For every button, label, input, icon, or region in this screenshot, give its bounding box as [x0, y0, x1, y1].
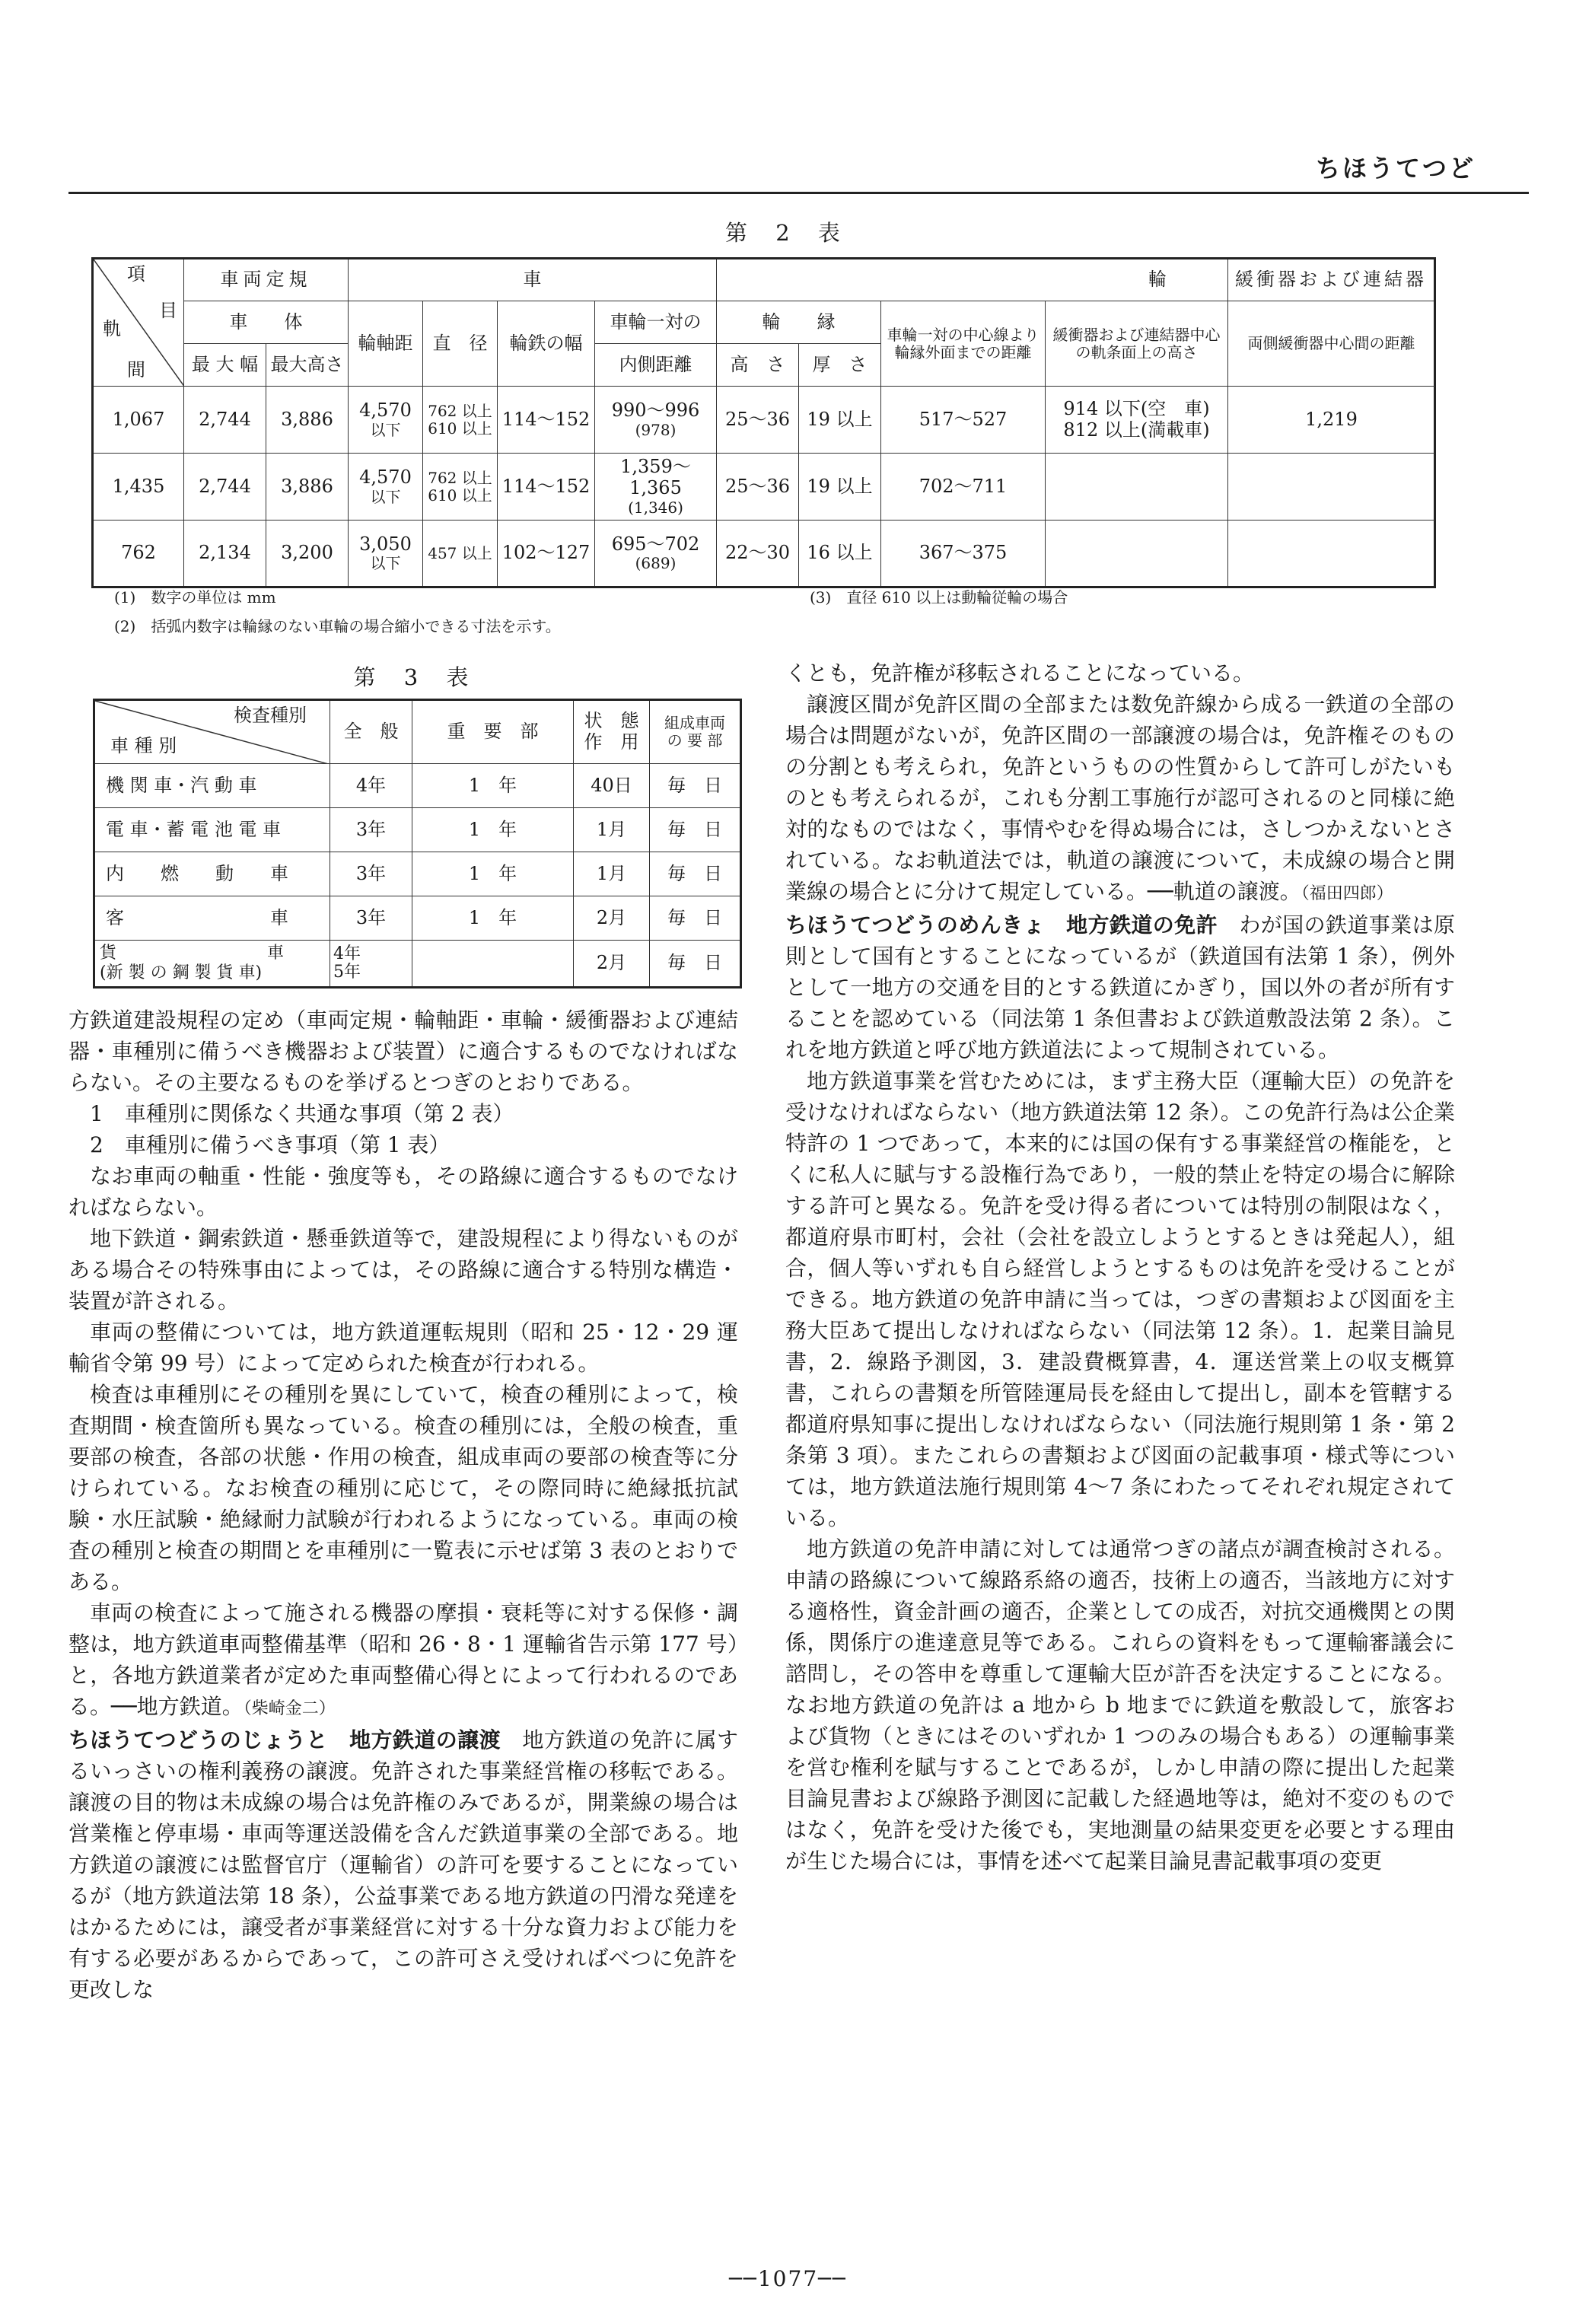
- cell-state: 40日: [574, 764, 650, 808]
- cell-fh: 25～36: [717, 387, 799, 454]
- table3-corner-cell: [94, 700, 330, 764]
- cell-tread: 114～152: [498, 454, 595, 521]
- dia-1: 762 以上: [428, 401, 492, 420]
- inner-value: 990～996: [611, 400, 700, 422]
- table3-caption: 第 3 表: [353, 664, 479, 690]
- cell-general: 4年: [330, 764, 412, 808]
- col-formation: [650, 700, 741, 764]
- inner-value: 695～702: [611, 533, 700, 555]
- cell-gauge: 1,067: [93, 387, 184, 454]
- left-column: [68, 1004, 738, 2005]
- col-general: 全 般: [330, 700, 412, 764]
- list-item: 2 車種別に備うべき事項（第 1 表）: [90, 1132, 451, 1157]
- cell-axle: [349, 387, 423, 454]
- paragraph-text: 車両の検査によって施される機器の摩損・衰耗等に対する保修・調整は，地方鉄道車両整備基準（昭和 26・8・1 運輸省告示第 177 号）と，各地方鉄道業者が定めた車両整備心得とによって行われるのである。──地方鉄道。: [68, 1600, 738, 1719]
- axle-value: 4,570: [359, 400, 412, 422]
- header-rule: [68, 192, 1529, 194]
- table-row: [94, 764, 741, 808]
- group-wheel-a: 車: [349, 259, 717, 301]
- table-row: [94, 852, 741, 896]
- buffer-1: 914 以下(空 車): [1063, 397, 1210, 419]
- entry-paragraph: [785, 909, 1455, 1065]
- cell-dia: [423, 387, 498, 454]
- table-row: [94, 808, 741, 852]
- cell-state: 2月: [574, 896, 650, 941]
- cell-distance: 1,219: [1228, 387, 1435, 454]
- cell-tread: 114～152: [498, 387, 595, 454]
- sub-tread: 輪鉄の幅: [498, 301, 595, 387]
- sub-flange-thickness: 厚 さ: [799, 344, 881, 387]
- cell-ft: 19 以上: [799, 454, 881, 521]
- cell-height: 3,886: [266, 454, 349, 521]
- cell-important: 1 年: [412, 808, 574, 852]
- cell-buffer: [1046, 454, 1228, 521]
- corner-bottom: 車 種 別: [110, 735, 177, 756]
- corner-top: 検査種別: [234, 705, 307, 726]
- cell-width: 2,744: [184, 454, 266, 521]
- cell-center: 517～527: [881, 387, 1046, 454]
- cell-type: 内 燃 動 車: [94, 852, 330, 896]
- cell-general: 3年: [330, 808, 412, 852]
- paragraph: 車両の整備については，地方鉄道運転規則（昭和 25・12・29 運輸省令第 99 号）によって定められた検査が行われる。: [68, 1320, 738, 1376]
- paragraph: くとも，免許権が移転されることになっている。: [785, 661, 1255, 686]
- cell-width: 2,744: [184, 387, 266, 454]
- sub-max-width: 最 大 幅: [184, 344, 266, 387]
- table-row: [93, 521, 1435, 587]
- corner-left: 軌: [103, 318, 121, 339]
- col-state-a: 状 態: [584, 710, 639, 732]
- inner-value: 1,359～1,365: [620, 456, 691, 498]
- running-head: ちほうてつど: [1315, 154, 1476, 183]
- sub-body: 車 体: [184, 301, 349, 344]
- right-column: [785, 657, 1455, 1877]
- paragraph: [785, 689, 1455, 909]
- type-line-2: (新 製 の 鋼 製 貨 車): [100, 963, 263, 982]
- axle-suffix: 以下: [370, 420, 401, 439]
- cell-type: 機 関 車・汽 動 車: [94, 764, 330, 808]
- table2-corner-cell: [93, 259, 184, 387]
- cell-inner: [595, 454, 717, 521]
- cell-important: 1 年: [412, 896, 574, 941]
- note-3: (3) 直径 610 以上は動輪従輪の場合: [810, 588, 1068, 606]
- paragraph: 地方鉄道事業を営むためには，まず主務大臣（運輸大臣）の免許を受けなければならない（地方鉄道法第 12 条）。この免許行為は公企業特許の 1 つであって，本来的には国の保有する事業経営の権能を，とくに私人に賦与する設権行為であり，一般的禁止を特定の場合に解除する許可と異なる。免許を受け得る者については特別の制限はなく，都道府県市町村，会社（会社を設立しようとするときは発起人），組合，個人等いずれも自ら経営しようとするものは免許を受けることができる。地方鉄道の免許申請に当っては，つぎの書類および図面を主務大臣あて提出しなければならない（同法第 12 条）。1．起業目論見書，2．線路予測図，3．建設費概算書，4．運送営業上の収支概算書，これらの書類を所管陸運局長を経由して提出し，副本を管轄する都道府県知事に提出しなければならない（同法施行規則第 1 条・第 2 条第 3 項）。またこれらの書類および図面の記載事項・様式等については，地方鉄道法施行規則第 4～7 条にわたってそれぞれ規定されている。: [785, 1068, 1455, 1530]
- dia-2: 610 以上: [428, 419, 492, 438]
- list-item: 1 車種別に関係なく共通な事項（第 2 表）: [90, 1101, 514, 1126]
- note-1: (1) 数字の単位は mm: [114, 588, 276, 606]
- cell-gauge: 762: [93, 521, 184, 587]
- buffer-2: 812 以上(満載車): [1063, 419, 1210, 441]
- cell-general: 3年: [330, 852, 412, 896]
- corner-bottom: 間: [127, 359, 145, 380]
- col-state: [574, 700, 650, 764]
- paragraph-text: 地方鉄道の免許に属するいっさいの権利義務の譲渡。免許された事業経営権の移転である。譲渡の目的物は未成線の場合は免許権のみであるが，開業線の場合は営業権と停車場・車両等運送設備を含んだ鉄道事業の全部である。地方鉄道の譲渡には監督官庁（運輸省）の許可を要することになっているが（地方鉄道法第 18 条），公益事業である地方鉄道の円滑な発達をはかるためには，譲受者が事業経営に対する十分な資力および能力を有する必要があるからであって，この許可さえ受ければべつに免許を更改しな: [68, 1727, 738, 2002]
- corner-top: 項: [127, 263, 145, 285]
- sub-max-height: 最大高さ: [266, 344, 349, 387]
- table-row: [94, 896, 741, 941]
- group-vehicle-gauge: 車両定規: [184, 259, 349, 301]
- author-signature: （福田四郎）: [1301, 884, 1393, 903]
- cell-axle: [349, 454, 423, 521]
- table2-caption: 第 2 表: [725, 220, 851, 246]
- inner-sub: (689): [635, 554, 677, 573]
- cell-center: 702～711: [881, 454, 1046, 521]
- sub-inner: 車輪一対の: [595, 301, 717, 344]
- paragraph: 検査は車種別にその種別を異にしていて，検査の種別によって，検査期間・検査箇所も異なっている。検査の種別には，全般の検査，重要部の検査，各部の状態・作用の検査，組成車両の要部の検査等に分けられている。なお検査の種別に応じて，その際同時に絶縁抵抗試験・水圧試験・絶縁耐力試験が行われるようになっている。車両の検査の種別と検査の期間とを車種別に一覧表に示せば第 3 表のとおりである。: [68, 1382, 738, 1594]
- table-row: [94, 941, 741, 988]
- cell-general: 3年: [330, 896, 412, 941]
- axle-suffix: 以下: [370, 487, 401, 506]
- cell-formation: 毎 日: [650, 808, 741, 852]
- sub-flange: 輪 縁: [717, 301, 881, 344]
- cell-general: [330, 941, 412, 988]
- cell-distance: [1228, 521, 1435, 587]
- group-buffer: 緩衝器および連結器: [1228, 259, 1435, 301]
- type-line-1: 貨 車: [100, 943, 285, 963]
- col-important: 重 要 部: [412, 700, 574, 764]
- paragraph: 方鉄道建設規程の定め（車両定規・輪軸距・車輪・緩衝器および連結器・車種別に備うべき機器および装置）に適合するものでなければならない。その主要なるものを挙げるとつぎのとおりである。: [68, 1008, 738, 1095]
- cell-ft: 16 以上: [799, 521, 881, 587]
- cell-tread: 102～127: [498, 521, 595, 587]
- cell-dia: [423, 454, 498, 521]
- cell-state: 2月: [574, 941, 650, 988]
- dia-1: 457 以上: [428, 543, 492, 562]
- cell-formation: 毎 日: [650, 852, 741, 896]
- axle-value: 4,570: [359, 466, 412, 489]
- table-2: [91, 257, 1436, 588]
- cell-important: 1 年: [412, 852, 574, 896]
- sub-buffer-height: 緩衝器および連結器中心の軌条面上の高さ: [1046, 301, 1228, 387]
- note-2: (2) 括弧内数字は輪縁のない車輪の場合縮小できる寸法を示す。: [114, 617, 561, 635]
- cell-inner: [595, 521, 717, 587]
- paragraph: 地方鉄道の免許申請に対しては通常つぎの諸点が調査検討される。申請の路線について線路系絡の適否，技術上の適否，当該地方に対する適格性，資金計画の適否，企業としての成否，対抗交通機関との関係，関係庁の進達意見等である。これらの資料をもって運輸審議会に諮問し，その答申を尊重して運輸大臣が許否を決定することになる。なお地方鉄道の免許は a 地から b 地までに鉄道を敷設して，旅客および貨物（ときにはそのいずれか 1 つのみの場合もある）の運輸事業を営む権利を賦与することであるが，しかし申請の際に提出した起業目論見書および線路予測図に記載した経過地等は，絶対不変のものではなく，免許を受けた後でも，実地測量の結果変更を必要とする理由が生じた場合には，事情を述べて起業目論見書記載事項の変更: [785, 1536, 1455, 1874]
- col-formation-a: 組成車両: [664, 714, 725, 732]
- paragraph-text: 譲渡区間が免許区間の全部または数免許線から成る一鉄道の全部の場合は問題がないが，免許区間の一部譲渡の場合は，免許権そのものの分割とも考えられ，免許というものの性質からして許可しがたいものとも考えられるが，これも分割工事施行が認可されるのと同様に絶対的なものではなく，事情やむを得ぬ場合には，さしつかえないとされている。なお軌道法では，軌道の譲渡について，未成線の場合と開業線の場合とに分けて規定している。──軌道の譲渡。: [785, 692, 1455, 904]
- cell-height: 3,200: [266, 521, 349, 587]
- cell-distance: [1228, 454, 1435, 521]
- general-2: 5年: [333, 963, 361, 982]
- cell-buffer: [1046, 521, 1228, 587]
- sub-dia: 直 径: [423, 301, 498, 387]
- cell-formation: 毎 日: [650, 764, 741, 808]
- cell-state: 1月: [574, 852, 650, 896]
- cell-important: 1 年: [412, 764, 574, 808]
- cell-inner: [595, 387, 717, 454]
- sub-inner-distance: 内側距離: [595, 344, 717, 387]
- general-1: 4年: [333, 944, 361, 963]
- sub-buffer-distance: 両側緩衝器中心間の距離: [1228, 301, 1435, 387]
- entry-paragraph: [68, 1724, 738, 2005]
- col-formation-b: の 要 部: [667, 731, 723, 750]
- sub-flange-height: 高 さ: [717, 344, 799, 387]
- axle-suffix: 以下: [370, 554, 401, 573]
- cell-axle: [349, 521, 423, 587]
- inner-sub: (978): [635, 420, 677, 439]
- paragraph: 地下鉄道・鋼索鉄道・懸垂鉄道等で，建設規程により得ないものがある場合その特殊事由によっては，その路線に適合する特別な構造・装置が許される。: [68, 1226, 738, 1313]
- sub-center: 車輪一対の中心線より輪縁外面までの距離: [881, 301, 1046, 387]
- cell-important: [412, 941, 574, 988]
- cell-fh: 25～36: [717, 454, 799, 521]
- entry-heading: ちほうてつどうのじょうと 地方鉄道の譲渡: [68, 1727, 501, 1753]
- cell-type: 客 車: [94, 896, 330, 941]
- page-number: ──1077──: [729, 2266, 847, 2291]
- paragraph: [68, 1597, 738, 1724]
- paragraph: なお車両の軸重・性能・強度等も，その路線に適合するものでなければならない。: [68, 1164, 738, 1220]
- entry-heading: ちほうてつどうのめんきょ 地方鉄道の免許: [785, 912, 1218, 938]
- cell-formation: 毎 日: [650, 896, 741, 941]
- inner-sub: (1,346): [628, 498, 683, 517]
- corner-mid: 目: [159, 300, 177, 321]
- author-signature: （柴崎金二）: [243, 1699, 336, 1718]
- cell-formation: 毎 日: [650, 941, 741, 988]
- cell-buffer: [1046, 387, 1228, 454]
- axle-value: 3,050: [359, 533, 412, 555]
- sub-axle: 輪軸距: [349, 301, 423, 387]
- dia-2: 610 以上: [428, 485, 492, 505]
- cell-fh: 22～30: [717, 521, 799, 587]
- group-wheel-b: 輪: [717, 259, 1228, 301]
- cell-width: 2,134: [184, 521, 266, 587]
- cell-type: 電 車・蓄 電 池 電 車: [94, 808, 330, 852]
- cell-dia: [423, 521, 498, 587]
- cell-state: 1月: [574, 808, 650, 852]
- cell-height: 3,886: [266, 387, 349, 454]
- cell-gauge: 1,435: [93, 454, 184, 521]
- dia-1: 762 以上: [428, 468, 492, 487]
- cell-center: 367～375: [881, 521, 1046, 587]
- cell-type: [94, 941, 330, 988]
- table-3: [93, 699, 742, 988]
- paragraph-text: わが国の鉄道事業は原則として国有とすることになっているが（鉄道国有法第 1 条），例外として一地方の交通を目的とする鉄道にかぎり，国以外の者が所有することを認めている（同法第 1 条但書および鉄道敷設法第 2 条）。これを地方鉄道と呼び地方鉄道法によって規制されている。: [785, 912, 1455, 1062]
- col-state-b: 作 用: [584, 731, 639, 753]
- table-row: [93, 454, 1435, 521]
- table-row: [93, 387, 1435, 454]
- cell-ft: 19 以上: [799, 387, 881, 454]
